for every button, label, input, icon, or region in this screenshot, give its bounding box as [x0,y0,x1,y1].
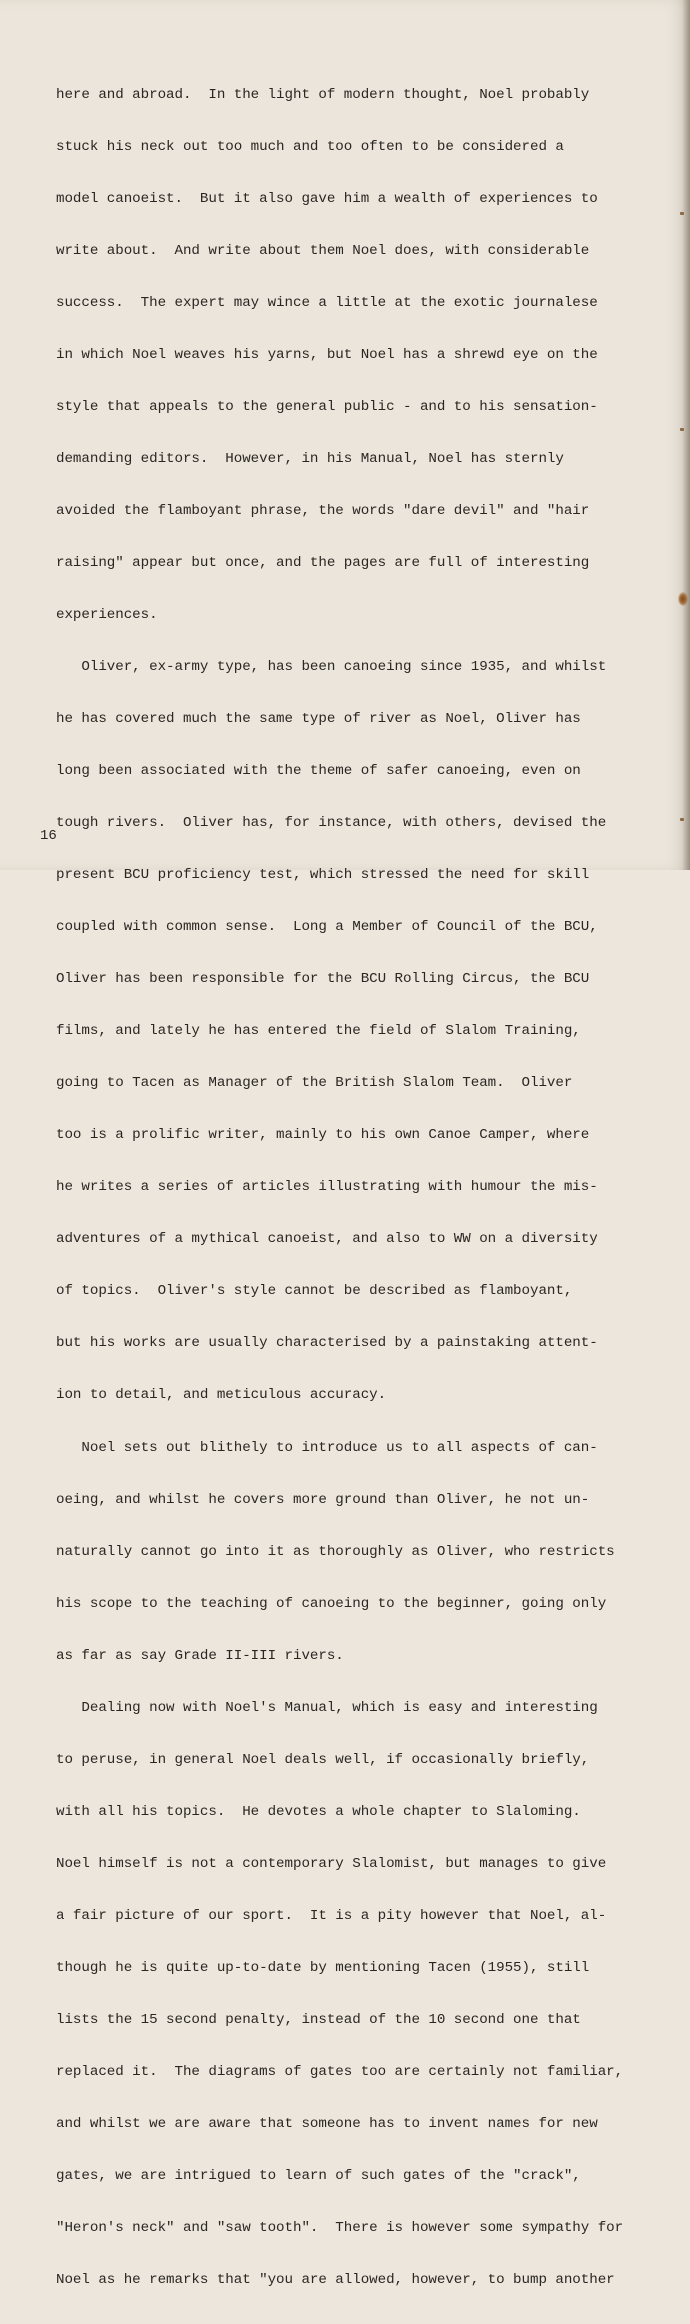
text-line: too is a prolific writer, mainly to his own Canoe Camper, where [56,1127,590,1144]
text-line: to peruse, in general Noel deals well, if occasionally briefly, [56,1751,590,1768]
text-line: naturally cannot go into it as thoroughly as Oliver, who restricts [56,1543,615,1560]
text-line: a fair picture of our sport. It is a pity however that Noel, al- [56,1907,607,1924]
text-line: going to Tacen as Manager of the British Slalom Team. Oliver [56,1075,573,1092]
text-line: Dealing now with Noel's Manual, which is easy and interesting [56,1699,598,1716]
binding-shadow [682,0,690,870]
text-line: "Heron's neck" and "saw tooth". There is however some sympathy for [56,2219,624,2236]
text-line: with all his topics. He devotes a whole chapter to Slaloming. [56,1803,581,1820]
text-line: here and abroad. In the light of modern thought, Noel probably [56,86,590,103]
text-line: model canoeist. But it also gave him a wealth of experiences to [56,190,598,207]
text-line: and whilst we are aware that someone has to invent names for new [56,2115,598,2132]
text-line: though he is quite up-to-date by mentioning Tacen (1955), still [56,1959,590,1976]
text-line: Noel sets out blithely to introduce us to all aspects of can- [56,1439,598,1456]
text-line: he has covered much the same type of river as Noel, Oliver has [56,711,581,728]
text-line: tough rivers. Oliver has, for instance, with others, devised the [56,815,607,832]
text-line: in which Noel weaves his yarns, but Noel has a shrewd eye on the [56,346,598,363]
text-line: success. The expert may wince a little at the exotic journalese [56,294,598,311]
text-line: demanding editors. However, in his Manual, Noel has sternly [56,450,564,467]
margin-mark [680,818,684,821]
text-line: coupled with common sense. Long a Member of Council of the BCU, [56,919,598,936]
text-line: Noel himself is not a contemporary Slalomist, but manages to give [56,1855,607,1872]
rust-stain [678,592,688,606]
text-line: style that appeals to the general public - and to his sensation- [56,398,598,415]
text-line: as far as say Grade II-III rivers. [56,1647,344,1664]
text-line: oeing, and whilst he covers more ground than Oliver, he not un- [56,1491,590,1508]
text-line: adventures of a mythical canoeist, and also to WW on a diversity [56,1231,598,1248]
text-line: lists the 15 second penalty, instead of the 10 second one that [56,2011,581,2028]
text-line: gates, we are intrigued to learn of such gates of the "crack", [56,2167,581,2184]
text-line: avoided the flamboyant phrase, the words "dare devil" and "hair [56,502,590,519]
text-line: stuck his neck out too much and too often to be considered a [56,138,564,155]
text-line: raising" appear but once, and the pages are full of interesting [56,554,590,571]
text-line: replaced it. The diagrams of gates too are certainly not familiar, [56,2063,624,2080]
page-number: 16 [40,828,57,844]
text-line: Noel as he remarks that "you are allowed, however, to bump another [56,2272,615,2288]
text-line: Oliver, ex-army type, has been canoeing since 1935, and whilst [56,659,607,676]
text-line: his scope to the teaching of canoeing to the beginner, going only [56,1595,607,1612]
margin-mark [680,212,684,215]
text-line: ion to detail, and meticulous accuracy. [56,1387,387,1404]
text-line: he writes a series of articles illustrating with humour the mis- [56,1179,598,1196]
text-line: but his works are usually characterised by a painstaking attent- [56,1335,598,1352]
text-line: of topics. Oliver's style cannot be described as flamboyant, [56,1283,573,1300]
text-line: experiences. [56,607,158,623]
text-line: Oliver has been responsible for the BCU Rolling Circus, the BCU [56,971,590,988]
text-line: present BCU proficiency test, which stressed the need for skill [56,867,590,884]
margin-mark [680,428,684,431]
text-line: films, and lately he has entered the field of Slalom Training, [56,1023,581,1040]
body-text [56,52,646,2324]
text-line: write about. And write about them Noel does, with considerable [56,242,590,259]
text-line: long been associated with the theme of safer canoeing, even on [56,763,581,780]
